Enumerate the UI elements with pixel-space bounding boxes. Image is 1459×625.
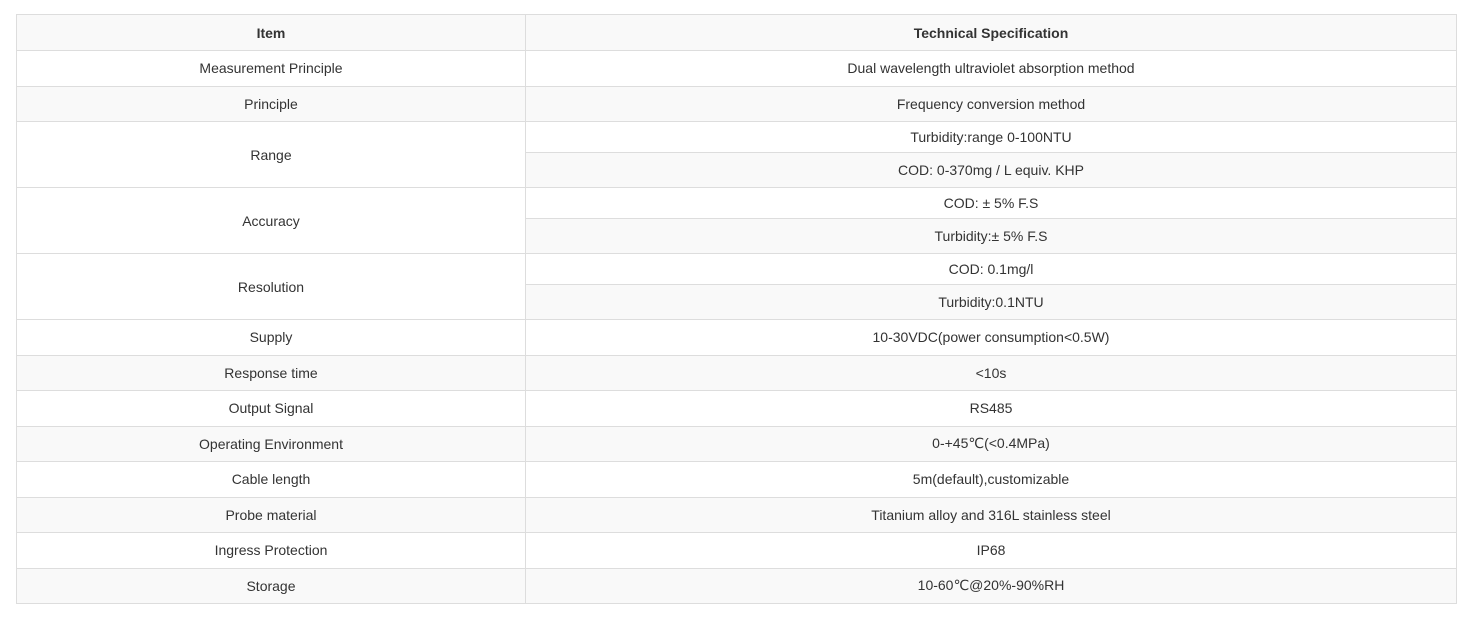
header-technical-specification: Technical Specification [526, 15, 1457, 51]
row-label-resolution: Resolution [17, 254, 526, 320]
row-label-range: Range [17, 122, 526, 188]
table-row [17, 254, 1457, 285]
row-value-ingress-protection: IP68 [526, 533, 1457, 569]
row-label-storage: Storage [17, 568, 526, 604]
row-value-response-time: <10s [526, 355, 1457, 391]
row-value-operating-environment: 0-+45℃(<0.4MPa) [526, 426, 1457, 462]
table-row [17, 462, 1457, 498]
row-label-supply: Supply [17, 320, 526, 356]
table-header-row [17, 15, 1457, 51]
row-value-output-signal: RS485 [526, 391, 1457, 427]
table-row [17, 320, 1457, 356]
row-label-probe-material: Probe material [17, 497, 526, 533]
row-value-measurement-principle: Dual wavelength ultraviolet absorption method [526, 51, 1457, 87]
table-row [17, 51, 1457, 87]
table-row [17, 426, 1457, 462]
table-row [17, 355, 1457, 391]
table-row [17, 497, 1457, 533]
table-row [17, 188, 1457, 219]
row-value-supply: 10-30VDC(power consumption<0.5W) [526, 320, 1457, 356]
row-label-output-signal: Output Signal [17, 391, 526, 427]
row-value-probe-material: Titanium alloy and 316L stainless steel [526, 497, 1457, 533]
row-value-cable-length: 5m(default),customizable [526, 462, 1457, 498]
specification-table [16, 14, 1457, 604]
row-value-accuracy-cod: COD: ± 5% F.S [526, 188, 1457, 219]
row-value-range-cod: COD: 0-370mg / L equiv. KHP [526, 153, 1457, 188]
table-row [17, 533, 1457, 569]
row-value-resolution-turbidity: Turbidity:0.1NTU [526, 285, 1457, 320]
row-value-accuracy-turbidity: Turbidity:± 5% F.S [526, 219, 1457, 254]
table-row [17, 568, 1457, 604]
row-label-principle: Principle [17, 86, 526, 122]
table-row [17, 122, 1457, 153]
row-label-accuracy: Accuracy [17, 188, 526, 254]
row-label-operating-environment: Operating Environment [17, 426, 526, 462]
table-row [17, 391, 1457, 427]
row-value-storage: 10-60℃@20%-90%RH [526, 568, 1457, 604]
row-value-principle: Frequency conversion method [526, 86, 1457, 122]
row-value-range-turbidity: Turbidity:range 0-100NTU [526, 122, 1457, 153]
header-item: Item [17, 15, 526, 51]
table-row [17, 86, 1457, 122]
row-label-measurement-principle: Measurement Principle [17, 51, 526, 87]
row-label-ingress-protection: Ingress Protection [17, 533, 526, 569]
row-value-resolution-cod: COD: 0.1mg/l [526, 254, 1457, 285]
row-label-response-time: Response time [17, 355, 526, 391]
row-label-cable-length: Cable length [17, 462, 526, 498]
